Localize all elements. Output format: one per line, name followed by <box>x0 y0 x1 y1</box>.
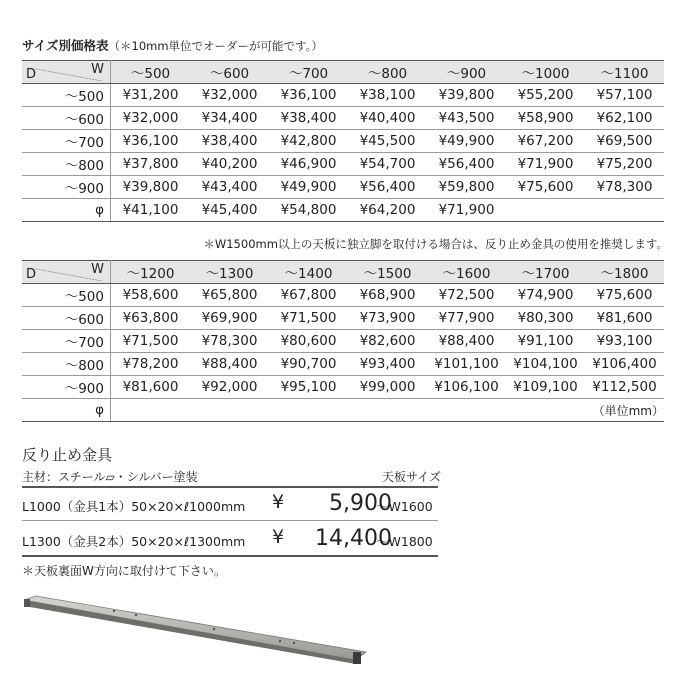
price-cell: ¥39,800 <box>111 176 191 199</box>
stopper-material: 主材：スチール▱・シルバー塗装 <box>22 470 198 484</box>
price-cell: ¥73,900 <box>348 307 427 330</box>
price-cell: ¥38,100 <box>348 84 427 107</box>
price-cell: ¥68,900 <box>348 284 427 307</box>
column-header: ～1300 <box>190 261 269 284</box>
price-cell: ¥54,800 <box>269 199 348 222</box>
table-row <box>22 353 664 376</box>
mid-note: ＊W1500mm以上の天板に独立脚を取付ける場合は、反り止め金具の使用を推奨します。 <box>203 237 668 251</box>
row-header: ～500 <box>22 84 111 107</box>
table-1-corner <box>22 61 111 84</box>
price-cell: ¥93,100 <box>585 330 664 353</box>
table-2-corner <box>22 261 111 284</box>
price-cell: ¥37,800 <box>111 153 191 176</box>
price-cell: ¥71,900 <box>506 153 585 176</box>
column-header: ～700 <box>269 61 348 84</box>
price-table-1 <box>22 60 664 222</box>
price-cell: ¥31,200 <box>111 84 191 107</box>
price-cell: ¥41,100 <box>111 199 191 222</box>
column-header: ～1000 <box>506 61 585 84</box>
row-header: ～800 <box>22 353 111 376</box>
price-cell: ¥81,600 <box>585 307 664 330</box>
divider-bottom <box>22 555 438 557</box>
price-cell: ¥64,200 <box>348 199 427 222</box>
size-header: 天板サイズ <box>382 470 442 484</box>
table-row <box>22 199 664 222</box>
price-cell: ¥95,100 <box>269 376 348 399</box>
corner-w-label: W <box>91 262 104 277</box>
corner-d-label: D <box>26 267 37 282</box>
stopper-size: ～W1600 <box>376 499 433 514</box>
price-cell: ¥69,500 <box>585 130 664 153</box>
column-header: ～1600 <box>427 261 506 284</box>
footnote: ＊天板裏面W方向に取付けて下さい。 <box>22 564 226 578</box>
table-row <box>22 399 664 422</box>
price-cell: ¥32,000 <box>190 84 269 107</box>
price-cell: ¥46,900 <box>269 153 348 176</box>
column-header: ～1100 <box>585 61 664 84</box>
price-cell: ¥78,300 <box>190 330 269 353</box>
price-cell: ¥40,200 <box>190 153 269 176</box>
unit-label: （単位mm） <box>111 399 665 422</box>
price-cell: ¥45,400 <box>190 199 269 222</box>
column-header: ～1400 <box>269 261 348 284</box>
price-cell: ¥56,400 <box>348 176 427 199</box>
column-header: ～1800 <box>585 261 664 284</box>
price-cell: ¥99,000 <box>348 376 427 399</box>
table-row <box>22 107 664 130</box>
price-cell: ¥90,700 <box>269 353 348 376</box>
price-cell: ¥56,400 <box>427 153 506 176</box>
price-table-2 <box>22 260 664 422</box>
row-header: ～900 <box>22 376 111 399</box>
stopper-desc: L1300（金具2本）50×20×ℓ1300mm <box>22 534 246 549</box>
price-cell: ¥71,900 <box>427 199 506 222</box>
price-cell: ¥38,400 <box>269 107 348 130</box>
row-header: φ <box>22 399 111 422</box>
price-cell: ¥38,400 <box>190 130 269 153</box>
row-header: ～800 <box>22 153 111 176</box>
price-cell: ¥55,200 <box>506 84 585 107</box>
price-cell: ¥65,800 <box>190 284 269 307</box>
table-row <box>22 153 664 176</box>
table-row <box>22 84 664 107</box>
price-cell: ¥78,200 <box>111 353 191 376</box>
price-cell: ¥75,600 <box>506 176 585 199</box>
price-cell: ¥49,900 <box>427 130 506 153</box>
price-cell: ¥75,600 <box>585 284 664 307</box>
column-header: ～500 <box>111 61 191 84</box>
row-header: ～700 <box>22 130 111 153</box>
price-cell: ¥32,000 <box>111 107 191 130</box>
stopper-price: 5,900 <box>329 491 392 516</box>
price-cell: ¥67,200 <box>506 130 585 153</box>
yen-sign: ¥ <box>272 526 285 548</box>
price-cell: ¥75,200 <box>585 153 664 176</box>
price-cell: ¥112,500 <box>585 376 664 399</box>
price-cell: ¥59,800 <box>427 176 506 199</box>
title-main: サイズ別価格表 <box>22 38 109 53</box>
table-row <box>22 176 664 199</box>
divider-top <box>22 486 438 488</box>
price-cell: ¥58,600 <box>111 284 191 307</box>
table-1-header <box>22 61 664 84</box>
stopper-row-l1000 <box>22 491 442 517</box>
price-cell: ¥45,500 <box>348 130 427 153</box>
corner-w-label: W <box>91 62 104 77</box>
price-cell: ¥77,900 <box>427 307 506 330</box>
stopper-bar-image <box>18 594 368 666</box>
price-cell: ¥57,100 <box>585 84 664 107</box>
price-cell: ¥49,900 <box>269 176 348 199</box>
stopper-price: 14,400 <box>315 526 392 551</box>
title-note: （＊10mm単位でオーダーが可能です。） <box>108 39 323 53</box>
price-cell: ¥109,100 <box>506 376 585 399</box>
price-cell: ¥42,800 <box>269 130 348 153</box>
row-header: ～600 <box>22 107 111 130</box>
price-cell: ¥62,100 <box>585 107 664 130</box>
price-cell: ¥40,400 <box>348 107 427 130</box>
price-cell: ¥104,100 <box>506 353 585 376</box>
price-cell: ¥63,800 <box>111 307 191 330</box>
price-cell: ¥82,600 <box>348 330 427 353</box>
price-cell: ¥106,400 <box>585 353 664 376</box>
price-cell <box>585 199 664 222</box>
price-cell: ¥88,400 <box>427 330 506 353</box>
table-row <box>22 330 664 353</box>
table-row <box>22 376 664 399</box>
price-cell: ¥69,900 <box>190 307 269 330</box>
price-cell: ¥72,500 <box>427 284 506 307</box>
column-header: ～800 <box>348 61 427 84</box>
column-header: ～1700 <box>506 261 585 284</box>
stopper-desc: L1000（金具1本）50×20×ℓ1000mm <box>22 499 246 514</box>
stopper-title: 反り止め金具 <box>22 446 113 464</box>
table-row <box>22 284 664 307</box>
row-header: ～900 <box>22 176 111 199</box>
price-cell: ¥36,100 <box>269 84 348 107</box>
row-header: ～500 <box>22 284 111 307</box>
price-cell: ¥71,500 <box>111 330 191 353</box>
price-cell: ¥81,600 <box>111 376 191 399</box>
price-cell: ¥78,300 <box>585 176 664 199</box>
column-header: ～600 <box>190 61 269 84</box>
table-2-header <box>22 261 664 284</box>
price-cell: ¥80,300 <box>506 307 585 330</box>
stopper-row-l1300 <box>22 526 442 552</box>
price-cell: ¥43,400 <box>190 176 269 199</box>
price-cell: ¥71,500 <box>269 307 348 330</box>
price-cell: ¥106,100 <box>427 376 506 399</box>
column-header: ～1200 <box>111 261 191 284</box>
price-cell: ¥91,100 <box>506 330 585 353</box>
price-cell: ¥34,400 <box>190 107 269 130</box>
row-header: φ <box>22 199 111 222</box>
price-table-title <box>22 36 323 54</box>
price-cell: ¥36,100 <box>111 130 191 153</box>
divider-mid <box>22 520 438 521</box>
price-cell <box>506 199 585 222</box>
yen-sign: ¥ <box>272 491 285 513</box>
price-cell: ¥101,100 <box>427 353 506 376</box>
price-cell: ¥67,800 <box>269 284 348 307</box>
row-header: ～700 <box>22 330 111 353</box>
column-header: ～1500 <box>348 261 427 284</box>
stopper-size: ～W1800 <box>376 534 433 549</box>
table-row <box>22 130 664 153</box>
price-cell: ¥92,000 <box>190 376 269 399</box>
row-header: ～600 <box>22 307 111 330</box>
price-cell: ¥93,400 <box>348 353 427 376</box>
column-header: ～900 <box>427 61 506 84</box>
corner-d-label: D <box>26 67 37 82</box>
price-cell: ¥39,800 <box>427 84 506 107</box>
price-cell: ¥80,600 <box>269 330 348 353</box>
price-cell: ¥74,900 <box>506 284 585 307</box>
price-cell: ¥88,400 <box>190 353 269 376</box>
price-cell: ¥54,700 <box>348 153 427 176</box>
price-cell: ¥43,500 <box>427 107 506 130</box>
price-cell: ¥58,900 <box>506 107 585 130</box>
table-row <box>22 307 664 330</box>
